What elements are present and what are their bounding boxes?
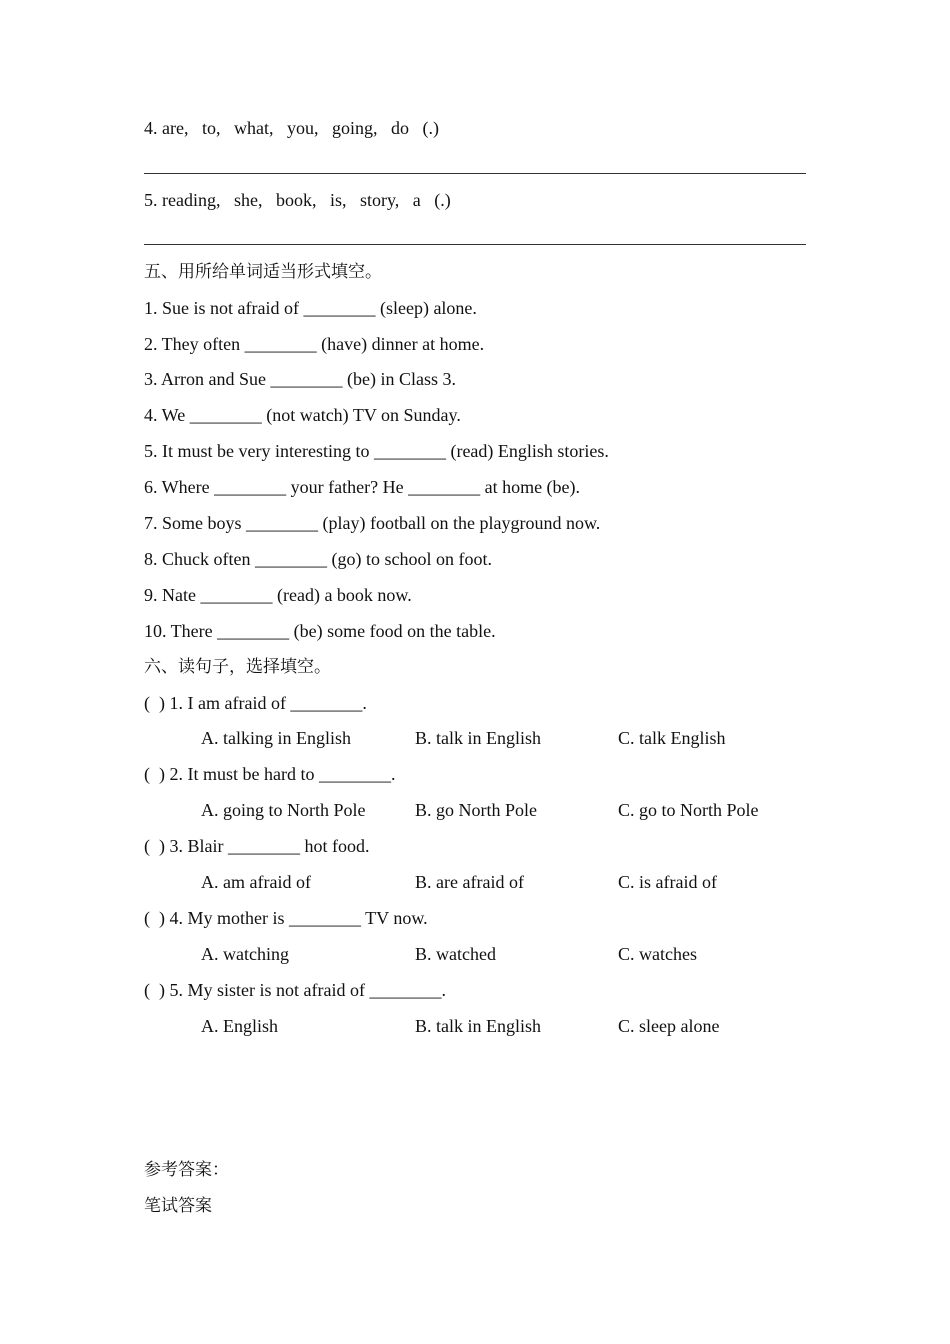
option-a: A. going to North Pole <box>201 800 366 820</box>
option-a: A. watching <box>201 944 289 964</box>
option-b: B. go North Pole <box>415 800 538 820</box>
option-b: B. watched <box>415 944 496 964</box>
fill-item: 7. Some boys ________ (play) football on the playground now. <box>144 513 601 533</box>
answers-subheading: 笔试答案 <box>144 1196 212 1216</box>
fill-item: 8. Chuck often ________ (go) to school on foot. <box>144 549 492 569</box>
option-b: B. talk in English <box>415 1016 541 1036</box>
option-c: C. go to North Pole <box>618 800 759 820</box>
question-stem: ( ) 5. My sister is not afraid of ________. <box>144 980 446 1000</box>
option-a: A. am afraid of <box>201 872 311 892</box>
answer-line-5 <box>144 244 806 245</box>
option-a: A. English <box>201 1016 279 1036</box>
section6-title: 六、读句子，选择填空。 <box>144 657 331 677</box>
fill-item: 4. We ________ (not watch) TV on Sunday. <box>144 405 461 425</box>
reorder-item-5: 5. reading, she, book, is, story, a (.) <box>144 190 451 210</box>
option-c: C. sleep alone <box>618 1016 720 1036</box>
question-stem: ( ) 4. My mother is ________ TV now. <box>144 908 428 928</box>
reorder-item-4: 4. are, to, what, you, going, do (.) <box>144 118 439 138</box>
question-stem: ( ) 1. I am afraid of ________. <box>144 693 367 713</box>
fill-item: 2. They often ________ (have) dinner at home. <box>144 334 485 354</box>
question-stem: ( ) 2. It must be hard to ________. <box>144 764 396 784</box>
section5-title: 五、用所给单词适当形式填空。 <box>144 262 382 282</box>
fill-item: 9. Nate ________ (read) a book now. <box>144 585 412 605</box>
fill-item: 5. It must be very interesting to ________ (read) English stories. <box>144 441 609 461</box>
option-b: B. talk in English <box>415 728 541 748</box>
answer-line-4 <box>144 173 806 174</box>
fill-item: 10. There ________ (be) some food on the table. <box>144 621 496 641</box>
fill-item: 3. Arron and Sue ________ (be) in Class 3. <box>144 369 456 389</box>
option-c: C. is afraid of <box>618 872 717 892</box>
option-b: B. are afraid of <box>415 872 524 892</box>
option-c: C. talk English <box>618 728 726 748</box>
answers-heading: 参考答案： <box>144 1160 229 1180</box>
option-c: C. watches <box>618 944 697 964</box>
fill-item: 1. Sue is not afraid of ________ (sleep) alone. <box>144 298 477 318</box>
question-stem: ( ) 3. Blair ________ hot food. <box>144 836 370 856</box>
option-a: A. talking in English <box>201 728 351 748</box>
fill-item: 6. Where ________ your father? He ________ at home (be). <box>144 477 581 497</box>
